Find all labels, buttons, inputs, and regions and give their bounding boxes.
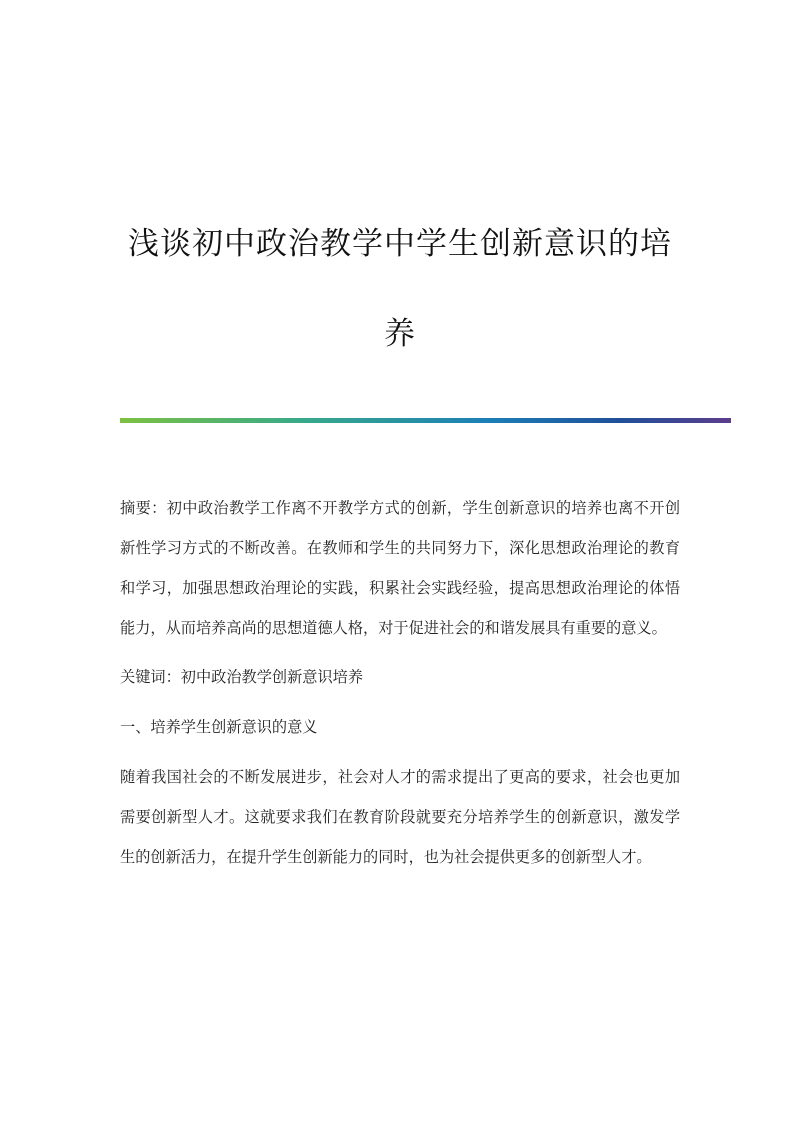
document-title [110, 199, 690, 379]
title-line-2: 养 [384, 315, 416, 352]
document-body [120, 488, 680, 887]
section-body-paragraph: 随着我国社会的不断发展进步，社会对人才的需求提出了更高的要求，社会也更加需要创新型人才。这就要求我们在教育阶段就要充分培养学生的创新意识，激发学生的创新活力，在提升学生创新能力的同时，也为社会提供更多的创新型人才。 [120, 768, 680, 866]
title-line-1: 浅谈初中政治教学中学生创新意识的培 [128, 225, 672, 262]
section-heading: 一、培养学生创新意识的意义 [120, 718, 318, 736]
keywords-line: 关键词：初中政治教学创新意识培养 [120, 668, 363, 686]
abstract-paragraph: 摘要：初中政治教学工作离不开教学方式的创新，学生创新意识的培养也离不开创新性学习方式的不断改善。在教师和学生的共同努力下，深化思想政治理论的教育和学习，加强思想政治理论的实践，积累社会实践经验，提高思想政治理论的体悟能力，从而培养高尚的思想道德人格，对于促进社会的和谐发展具有重要的意义。 [120, 499, 680, 637]
gradient-divider [120, 418, 731, 423]
